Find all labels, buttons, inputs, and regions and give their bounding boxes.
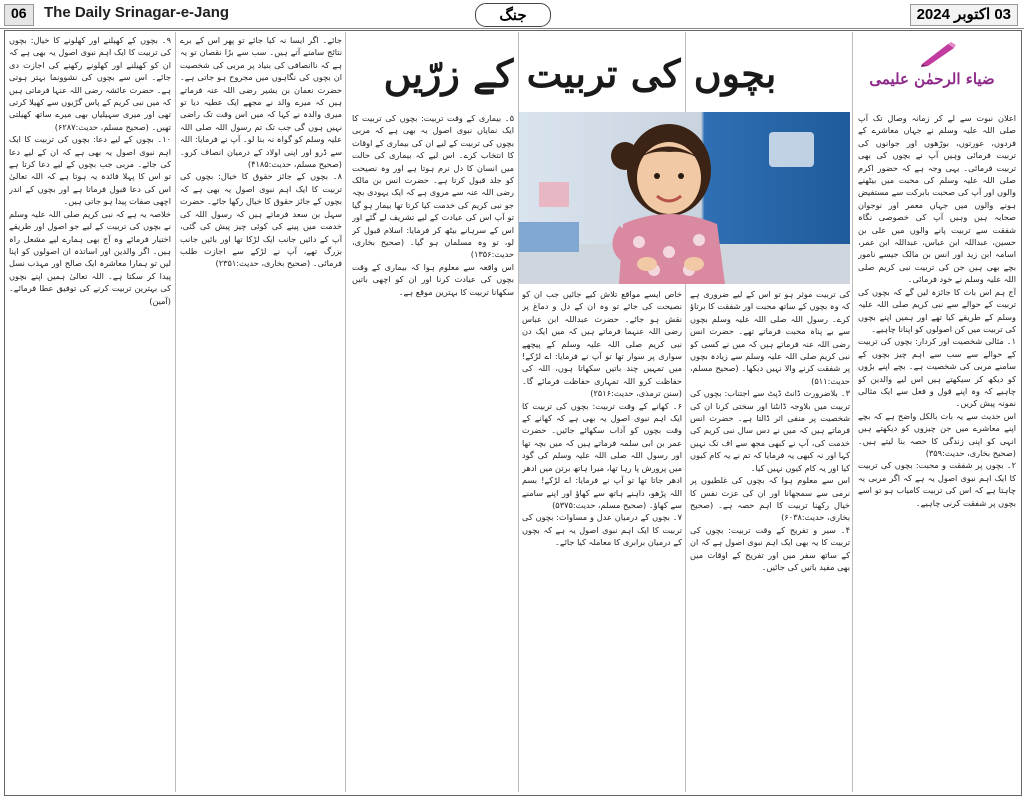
paragraph: اعلان نبوت سے لے کر زمانہ وصال تک آپ صلی اللہ علیہ وسلم نے جہاں معاشرے کے فردوں، عورتوں، بوڑھوں اور جوانوں کی تربیت فرمائی وہیں آپ نے بچوں کی بھی تربیت فرمائی۔ یہی وجہ ہے کہ حضور اکرم صلی اللہ علیہ وسلم کی محبت میں بیٹھنے والوں اور آپ کی صحبت بابرکت سے مستفیض ہونے والوں میں جہاں معمر اور نوجوان صحابہ ہیں وہیں آپ کی خصوصی نگاہ شفقت سے تربیت پانے والوں میں علی بن حسین، عبداللہ ابن عباس، عبداللہ ابن عمر، اسامہ ابن زید اور انس بن مالک جیسے نامور بچے بھی ہیں جن کی تربیت نبی کریم صلی اللہ علیہ وسلم نے خود فرمائی۔: [858, 113, 1016, 285]
paragraph: آج ہم اس بات کا جائزہ لیں گے کہ بچوں کی تربیت کے حوالے سے نبی کریم صلی اللہ علیہ وسلم کے طریقے کیا تھے اور ہمیں اپنے بچوں کی تربیت میں کن اصولوں کو اپنانا چاہیے۔: [858, 286, 1016, 334]
paragraph: کی تربیت موثر ہو تو اس کے لیے ضروری ہے کہ وہ بچوں کے ساتھ محبت اور شفقت کا برتاؤ کرے۔ رسول اللہ صلی اللہ علیہ وسلم بچوں سے بے پناہ محبت فرماتے تھے۔ حضرت انس رضی اللہ عنہ فرماتے ہیں کہ میں نے کسی کو نبی کریم صلی اللہ علیہ وسلم سے زیادہ بچوں پر شفقت کرنے والا نہیں دیکھا۔ (صحیح مسلم، حدیث:۵۱۱): [690, 289, 850, 386]
page-header: [0, 0, 1024, 29]
paragraph: ۸۔ بچوں کے جائز حقوق کا خیال: بچوں کی تربیت کا ایک اہم نبوی اصول یہ بھی ہے کہ بچوں کے جائز حقوق کا خیال رکھا جائے۔ حضرت سہل بن سعد فرماتے ہیں کہ رسول اللہ کی خدمت میں پینے کی کوئی چیز پیش کی گئی، آپ کے دائیں جانب ایک لڑکا تھا اور بائیں جانب بزرگ تھے، آپ نے لڑکے سے اجازت طلب فرمائی۔ (صحیح بخاری، حدیث:۲۳۵۱): [180, 171, 342, 269]
column-divider: [175, 32, 176, 792]
paragraph: ۹۔ بچوں کے کھیلنے اور کھلونے کا خیال: بچوں کی تربیت کا ایک اہم نبوی اصول یہ بھی ہے کہ ان کو کھیلنے اور کھلونے رکھنے کی اجازت دی جائے۔ اس سے بچوں کی نشوونما بہتر ہوتی ہے۔ حضرت عائشہ رضی اللہ عنہا فرماتی ہیں کہ میں نبی کریم کے پاس گڑیوں سے کھیلا کرتی تھی اور میری سہیلیاں بھی میرے ساتھ کھیلتی تھیں۔ (صحیح مسلم، حدیث:۶۲۸۷): [9, 35, 171, 132]
author-name: ضیاء الرحمٰن علیمی: [869, 70, 995, 88]
article-column-5: [180, 34, 342, 792]
article-column-2: [690, 288, 850, 792]
child-photo: [519, 112, 850, 284]
paragraph: ۵۔ بیماری کے وقت تربیت: بچوں کی تربیت کا ایک نمایاں نبوی اصول یہ بھی ہے کہ مربی بچوں کی تربیت کے لیے ان کی بیماری کے اوقات کا انتخاب کرے۔ اس لیے کہ بیماری کی حالت میں انسان کا دل نرم ہوتا ہے اور وہ نصیحت کو جلد قبول کرتا ہے۔ حضرت انس بن مالک رضی اللہ عنہ سے مروی ہے کہ ایک یہودی بچہ جو نبی کریم کی خدمت کیا کرتا تھا بیمار ہو گیا تو آپ اس کی عیادت کے لیے تشریف لے گئے اور اس کے سرہانے بیٹھ کر فرمایا: اسلام قبول کر لو، تو وہ مسلمان ہو گیا۔ (صحیح بخاری، حدیث:۱۳۵۶): [352, 113, 514, 260]
page-number: 06: [4, 4, 34, 26]
paragraph: خلاصہ یہ ہے کہ نبی کریم صلی اللہ علیہ وسلم نے بچوں کی تربیت کے لیے جو اصول اور طریقے اختیار فرمائے وہ آج بھی ہمارے لیے مشعل راہ ہیں۔ اگر والدین اور اساتذہ ان اصولوں کو اپنا لیں تو ہمارا معاشرہ ایک صالح اور مہذب نسل پیدا کر سکتا ہے۔ اللہ تعالیٰ ہمیں اپنے بچوں کی بہترین تربیت کرنے کی توفیق عطا فرمائے۔ (آمین): [9, 208, 171, 306]
paragraph: ۷۔ بچوں کے درمیان عدل و مساوات: بچوں کی تربیت کا ایک اہم نبوی اصول یہ ہے کہ بچوں کے درمیان برابری کا معاملہ کیا جائے۔: [522, 512, 682, 548]
paragraph: ۱۔ مثالی شخصیت اور کردار: بچوں کی تربیت کے حوالے سے سب سے اہم چیز بچوں کے سامنے مربی کی شخصیت ہے۔ بچے اپنے بڑوں کو دیکھ کر سیکھتے ہیں اس لیے والدین کو چاہیے کہ وہ اپنے قول و فعل سے ایک مثالی نمونہ پیش کریں۔: [858, 336, 1016, 409]
paragraph: ۲۔ بچوں پر شفقت و محبت: بچوں کی تربیت کا ایک اہم نبوی اصول یہ ہے کہ اگر مربی یہ چاہتا ہے کہ اس کی تربیت کامیاب ہو تو اسے بچوں پر شفقت کرنی چاہیے۔: [858, 460, 1016, 508]
paragraph: جائے۔ اگر ایسا نہ کیا جائے تو پھر اس کے برے نتائج سامنے آتے ہیں۔ سب سے بڑا نقصان تو یہ ہے کہ ناانصافی کی بنیاد پر مربی کی شخصیت ان بچوں کی نگاہوں میں مجروح ہو جاتی ہے۔ حضرت نعمان بن بشیر رضی اللہ عنہ فرماتے ہیں کہ میرے والد نے مجھے ایک عطیہ دیا تو میری والدہ نے کہا کہ میں اس وقت تک راضی نہیں ہوں گی جب تک تم رسول اللہ صلی اللہ علیہ وسلم کو گواہ نہ بنا لو۔ آپ نے فرمایا: اللہ سے ڈرو اور اپنی اولاد کے درمیان انصاف کرو۔ (صحیح مسلم، حدیث:۴۱۸۵): [180, 35, 342, 170]
pen-icon: [918, 40, 958, 68]
column-divider: [345, 32, 346, 792]
article-column-3: [522, 288, 682, 792]
paper-name: The Daily Srinagar-e-Jang: [44, 4, 230, 21]
paragraph: اس حدیث سے یہ بات بالکل واضح ہے کہ بچے اپنے معاشرے میں جن چیزوں کو دیکھتے ہیں انہی کو اپنی زندگی کا حصہ بنا لیتے ہیں۔ (صحیح بخاری، حدیث:۳۵۹): [858, 410, 1016, 458]
article-column-1: [858, 112, 1016, 792]
paragraph: ۴۔ سیر و تفریح کے وقت تربیت: بچوں کی تربیت کا یہ بھی ایک اہم نبوی اصول ہے کہ ان کے ساتھ سفر میں اور تفریح کے اوقات میں بھی مفید باتیں کی جائیں۔: [690, 524, 850, 572]
article-column-4: [352, 112, 514, 792]
newspaper-logo: جنگ: [475, 3, 551, 27]
issue-date: 03 اکتوبر 2024: [910, 4, 1018, 26]
paragraph: اس سے معلوم ہوا کہ بچوں کی غلطیوں پر نرمی سے سمجھانا اور ان کی عزت نفس کا خیال رکھنا تربیت کا اہم حصہ ہے۔ (صحیح بخاری، حدیث:۶۰۳۸): [690, 475, 850, 523]
paragraph: ۱۰۔ بچوں کے لیے دعا: بچوں کی تربیت کا ایک اہم نبوی اصول یہ بھی ہے کہ ان کے لیے دعا کی جائے۔ مربی جب بچوں کے لیے دعا کرتا ہے تو اس کا پہلا فائدہ یہ ہوتا ہے کہ اللہ تعالیٰ اس کی دعا قبول فرماتا ہے اور بچوں کے اندر اچھی صفات پیدا ہو جاتی ہیں۔: [9, 134, 171, 207]
paragraph: ۳۔ بلاضرورت ڈانٹ ڈپٹ سے اجتناب: بچوں کی تربیت میں بلاوجہ ڈانٹنا اور سختی کرنا ان کی شخصیت پر منفی اثر ڈالتا ہے۔ حضرت انس فرماتے ہیں کہ میں نے دس سال نبی کریم کی خدمت کی، آپ نے کبھی مجھ سے اف تک نہیں کہا اور نہ کبھی یہ فرمایا کہ تم نے یہ کام کیوں کیا اور یہ کام کیوں نہیں کیا۔: [690, 388, 850, 473]
paragraph: ۶۔ کھانے کے وقت تربیت: بچوں کی تربیت کا ایک اہم نبوی اصول یہ بھی ہے کہ کھانے کے وقت بچوں کو آداب سکھائے جائیں۔ حضرت عمر بن ابی سلمہ فرماتے ہیں کہ میں بچہ تھا اور رسول اللہ صلی اللہ علیہ وسلم کی گود میں پرورش پا رہا تھا، میرا ہاتھ برتن میں ادھر ادھر جاتا تھا تو آپ نے فرمایا: اے لڑکے! بسم اللہ پڑھو، داہنے ہاتھ سے کھاؤ اور اپنے سامنے سے کھاؤ۔ (صحیح مسلم، حدیث:۵۳۷۵): [522, 400, 682, 510]
paragraph: خاص ایسے مواقع تلاش کیے جائیں جب ان کو نصیحت کی جائے تو وہ ان کے دل و دماغ پر نقش ہو جائے۔ حضرت عبداللہ ابن عباس رضی اللہ عنہما فرماتے ہیں کہ میں ایک دن نبی کریم صلی اللہ علیہ وسلم کے پیچھے سواری پر سوار تھا تو آپ نے فرمایا: اے لڑکے! میں تمہیں چند باتیں سکھاتا ہوں، اللہ کی حفاظت کرو اللہ تمہاری حفاظت فرمائے گا۔ (سنن ترمذی، حدیث:۲۵۱۶): [522, 289, 682, 399]
paragraph: اس واقعہ سے معلوم ہوا کہ بیماری کے وقت بچوں کی عیادت کرنا اور ان کو اچھی باتیں سکھانا تربیت کا بہترین موقع ہے۔: [352, 261, 514, 297]
article-title: بچوں کی تربیت کے زرّیں: [383, 51, 777, 96]
article-column-6: [9, 34, 171, 792]
column-divider: [852, 32, 853, 792]
